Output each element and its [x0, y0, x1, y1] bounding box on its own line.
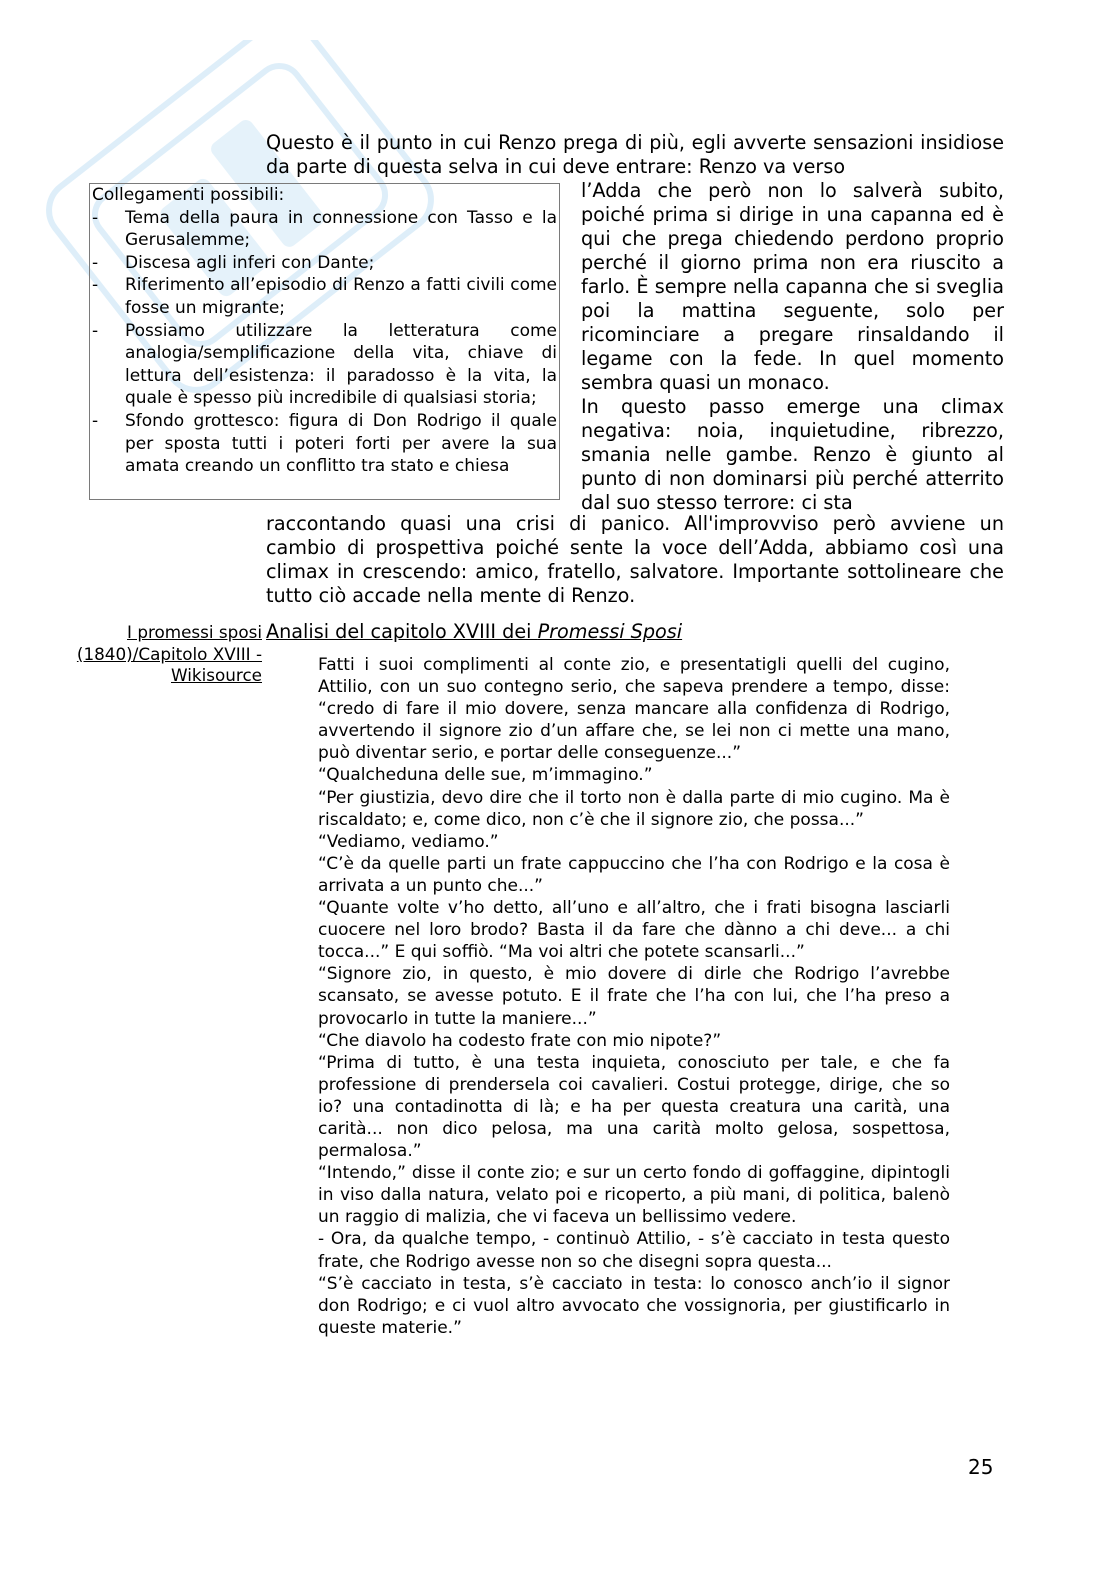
paragraph-conclusion — [266, 512, 1004, 608]
excerpt-paragraph: “Per giustizia, devo dire che il torto non è dalla parte di mio cugino. Ma è riscaldato; e, come dico, non c’è che il signore zio, che possa...” — [318, 787, 950, 830]
paragraph-conclusion-text: raccontando quasi una crisi di panico. All'improvviso però avviene un cambio di prospettiva poiché sente la voce dell’Adda, abbiamo così una climax in crescendo: amico, fratello, salvatore. Importante sottolineare che tutto ciò accade nella mente di Renzo. — [266, 512, 1004, 607]
excerpt-paragraph: “S’è cacciato in testa, s’è cacciato in testa: lo conosco anch’io il signor don Rodrigo; e ci vuol altro avvocato che vossignoria, per giustificarlo in queste materie.” — [318, 1273, 950, 1338]
paragraph-intro — [266, 131, 1004, 179]
paragraph-wrapped-2: In questo passo emerge una climax negativa: noia, inquietudine, ribrezzo, smania nelle gambe. Renzo è giunto al punto di non dominarsi più perché atterrito dal suo stesso terrore: ci sta — [581, 395, 1004, 514]
connection-item: - Riferimento all’episodio di Renzo a fatti civili come fosse un migrante; — [92, 274, 559, 319]
novel-excerpt — [318, 654, 950, 1339]
chapter-heading-title: Promessi Sposi — [537, 620, 683, 643]
excerpt-paragraph: “Quante volte v’ho detto, all’uno e all’altro, che i frati bisogna lasciarli cuocere nel loro brodo? Basta il da fare che dànno a chi deve... a chi tocca...” E qui soffiò. “Ma voi altri che potete scansarli...” — [318, 898, 950, 963]
connection-item: - Sfondo grottesco: figura di Don Rodrigo il quale per sposta tutti i poteri forti per avere la sua amata creando un conflitto tra stato e chiesa — [92, 410, 559, 478]
excerpt-paragraph: Fatti i suoi complimenti al conte zio, e presentatigli quelli del cugino, Attilio, con un suo contegno serio, che sapeva prendere a tempo, disse: “credo di fare il mio dovere, senza mancare alla confidenza di Rodrigo, avvertendo il signore zio d’un affare che, se lei non ci mette una mano, può diventar serio, e portar delle conseguenze...” — [318, 655, 950, 764]
excerpt-paragraph: “Signore zio, in questo, è mio dovere di dirle che Rodrigo l’avrebbe scansato, se avesse potuto. E il frate che l’ha con lui, che l’ha preso a provocarlo in tutte la maniere...” — [318, 964, 950, 1029]
connection-item: - Possiamo utilizzare la letteratura come analogia/semplificazione della vita, chiave di lettura dell’esistenza: il paradosso è la vita, la quale è spesso più incredibile di qualsiasi storia; — [92, 320, 559, 410]
connections-list — [92, 207, 559, 478]
chapter-heading-text: Analisi del capitolo XVIII dei — [266, 620, 538, 643]
excerpt-paragraph: “Intendo,” disse il conte zio; e sur un certo fondo di goffaggine, dipintogli in viso dalla natura, velato poi e ricoperto, a più mani, di politica, balenò un raggio di malizia, che vi faceva un bellissimo vedere. — [318, 1163, 950, 1228]
paragraph-wrapped-1: l’Adda che però non lo salverà subito, poiché prima si dirige in una capanna ed è qui che prega chiedendo perdono proprio perché il giorno prima non era riuscito a farlo. È sempre nella capanna che si sveglia poi la mattina seguente, solo per ricominciare a pregare rinsaldando il legame con la fede. In quel momento sembra quasi un monaco. — [581, 179, 1004, 394]
excerpt-paragraph: “Vediamo, vediamo.” — [318, 831, 499, 852]
excerpt-paragraph: - Ora, da qualche tempo, - continuò Attilio, - s’è cacciato in testa questo frate, che Rodrigo avesse non so che disegni sopra questa... — [318, 1229, 950, 1272]
connection-item: - Tema della paura in connessione con Tasso e la Gerusalemme; — [92, 207, 559, 252]
connection-item: - Discesa agli inferi con Dante; — [92, 252, 559, 275]
page-number: 25 — [968, 1455, 994, 1479]
excerpt-paragraph: “Prima di tutto, è una testa inquieta, conosciuto per tale, e che fa professione di prendersela coi cavalieri. Costui protegge, dirige, che so io? una contadinotta di là; e ha per questa creatura una carità, una carità... non dico pelosa, ma una carità molto gelosa, sospettosa, permalosa.” — [318, 1052, 950, 1162]
paragraph-wrapped — [581, 179, 1004, 515]
chapter-heading — [266, 619, 682, 645]
wikisource-link[interactable]: I promessi sposi (1840)/Capitolo XVIII - Wikisource — [76, 622, 262, 685]
excerpt-paragraph: “C’è da quelle parti un frate cappuccino che l’ha con Rodrigo e la cosa è arrivata a un punto che...” — [318, 853, 950, 896]
paragraph-intro-text: Questo è il punto in cui Renzo prega di più, egli avverte sensazioni insidiose da parte di questa selva in cui deve entrare: Renzo va verso — [266, 131, 1004, 178]
connections-box-title: Collegamenti possibili: — [92, 185, 285, 205]
excerpt-paragraph: “Qualcheduna delle sue, m’immagino.” — [318, 765, 653, 786]
excerpt-paragraph: “Che diavolo ha codesto frate con mio nipote?” — [318, 1030, 722, 1051]
connections-box — [89, 183, 560, 500]
